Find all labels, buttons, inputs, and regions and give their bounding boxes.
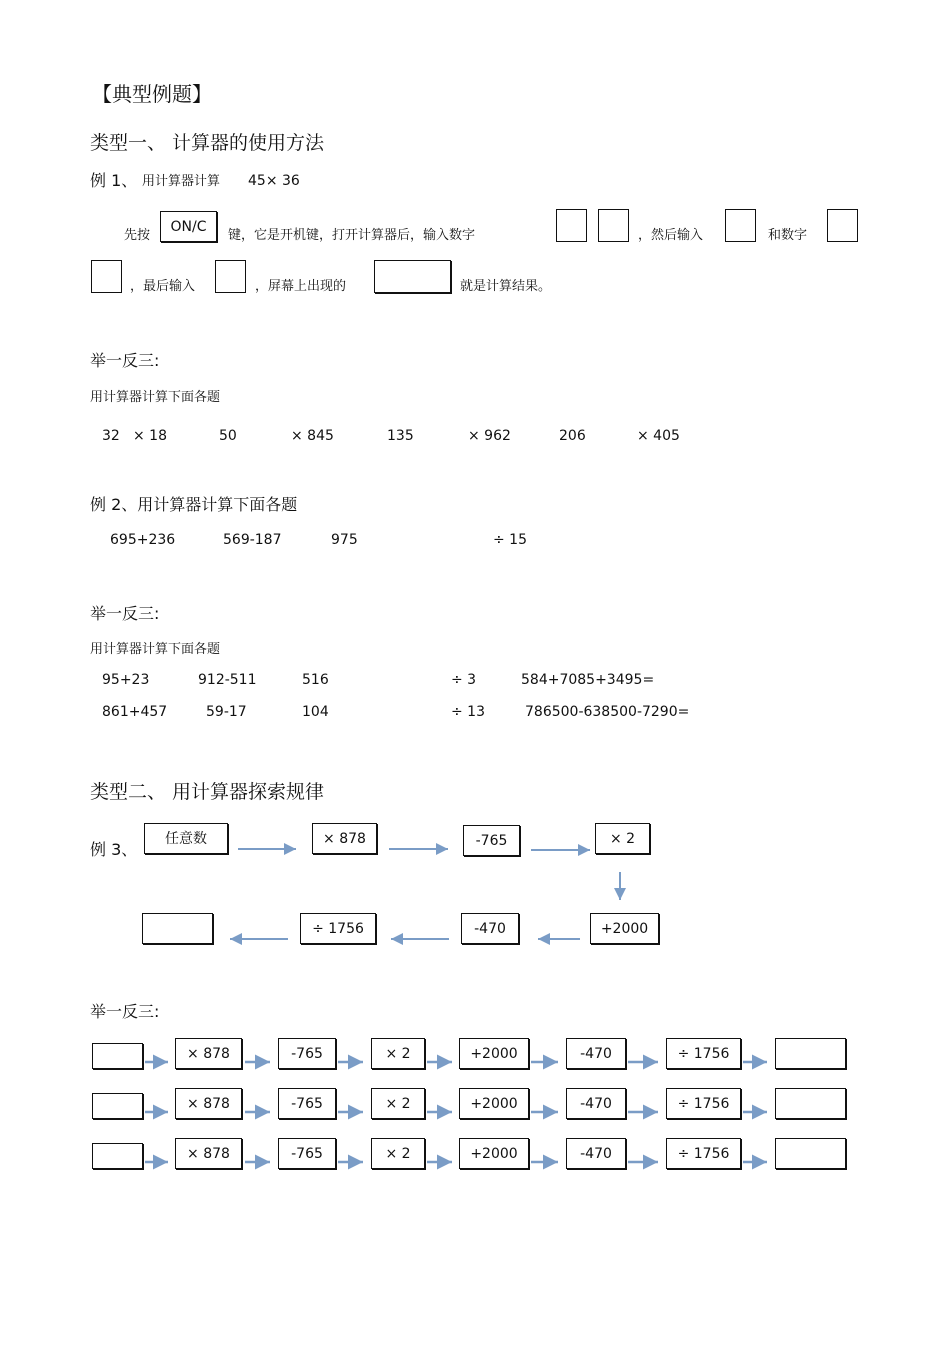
chain-step-box: × 878 [175,1088,242,1119]
chain-step-box: -765 [278,1138,336,1169]
problem-operation: × 405 [637,428,680,444]
example1-task: 用计算器计算 [142,174,221,189]
chain-step-box: × 2 [371,1088,425,1119]
problem-item: 569-187 [223,532,282,548]
chain-step-box: ÷ 1756 [666,1138,741,1169]
example1-text-4: 和数字 [768,228,808,243]
chain-step-box: -765 [278,1088,336,1119]
flow-step-box: × 878 [312,823,377,854]
example1-text-7: 就是计算结果。 [460,279,552,294]
example1-label: 例 1、 [90,171,138,190]
problem-item: 104 [302,704,329,720]
problem-item: 584+7085+3495= [521,672,655,688]
flow-step-box: -765 [463,825,520,856]
chain-step-box: ÷ 1756 [666,1088,741,1119]
example1-text-6: ，屏幕上出现的 [255,279,347,294]
problem-operand: 32 [102,428,120,444]
problem-operation: × 18 [133,428,167,444]
problem-operation: × 845 [291,428,334,444]
on-c-key-box: ON/C [160,211,217,242]
problem-item: ÷ 3 [451,672,477,688]
example2-title: 例 2、用计算器计算下面各题 [90,495,298,514]
example1-text-3: ，然后输入 [638,228,704,243]
example3-label: 例 3、 [90,840,138,859]
type1-title: 类型一、 计算器的使用方法 [90,132,325,154]
flow-start-box: 任意数 [144,823,228,854]
practice1-title: 举一反三: [90,351,160,370]
flow-step-box: -470 [461,913,519,944]
chain-step-box: × 878 [175,1038,242,1069]
chain-step-box: -765 [278,1038,336,1069]
practice2-instruction: 用计算器计算下面各题 [90,642,221,657]
chain-output-box[interactable] [775,1138,846,1169]
chain-input-box[interactable] [92,1043,143,1069]
problem-item: 786500-638500-7290= [525,704,690,720]
chain-step-box: +2000 [459,1138,529,1169]
example1-text-2: 键，它是开机键，打开计算器后，输入数字 [228,228,476,243]
practice2-title: 举一反三: [90,604,160,623]
problem-item: ÷ 15 [493,532,527,548]
chain-output-box[interactable] [775,1038,846,1069]
practice3-title: 举一反三: [90,1002,160,1021]
problem-operand: 50 [219,428,237,444]
chain-step-box: -470 [566,1088,626,1119]
type2-title: 类型二、 用计算器探索规律 [90,781,325,803]
practice1-instruction: 用计算器计算下面各题 [90,390,221,405]
problem-item: 695+236 [110,532,176,548]
chain-step-box: -470 [566,1038,626,1069]
problem-operation: × 962 [468,428,511,444]
problem-item: 975 [331,532,358,548]
example1-text-1: 先按 [124,228,151,243]
example1-expr: 45× 36 [248,173,300,189]
problem-item: 95+23 [102,672,150,688]
chain-step-box: × 2 [371,1038,425,1069]
chain-step-box: +2000 [459,1088,529,1119]
chain-step-box: -470 [566,1138,626,1169]
chain-step-box: +2000 [459,1038,529,1069]
page-heading: 【典型例题】 [92,82,212,106]
flow-step-box: ÷ 1756 [300,913,376,944]
problem-operand: 206 [559,428,586,444]
chain-input-box[interactable] [92,1143,143,1169]
problem-item: ÷ 13 [451,704,485,720]
chain-step-box: × 2 [371,1138,425,1169]
chain-output-box[interactable] [775,1088,846,1119]
problem-item: 59-17 [206,704,247,720]
chain-step-box: ÷ 1756 [666,1038,741,1069]
chain-input-box[interactable] [92,1093,143,1119]
chain-step-box: × 878 [175,1138,242,1169]
example1-text-5: ，最后输入 [130,279,196,294]
flow-result-box[interactable] [142,913,213,944]
flow-step-box: × 2 [595,823,650,854]
problem-item: 912-511 [198,672,257,688]
flow-step-box: +2000 [590,913,659,944]
problem-operand: 135 [387,428,414,444]
problem-item: 516 [302,672,329,688]
problem-item: 861+457 [102,704,168,720]
